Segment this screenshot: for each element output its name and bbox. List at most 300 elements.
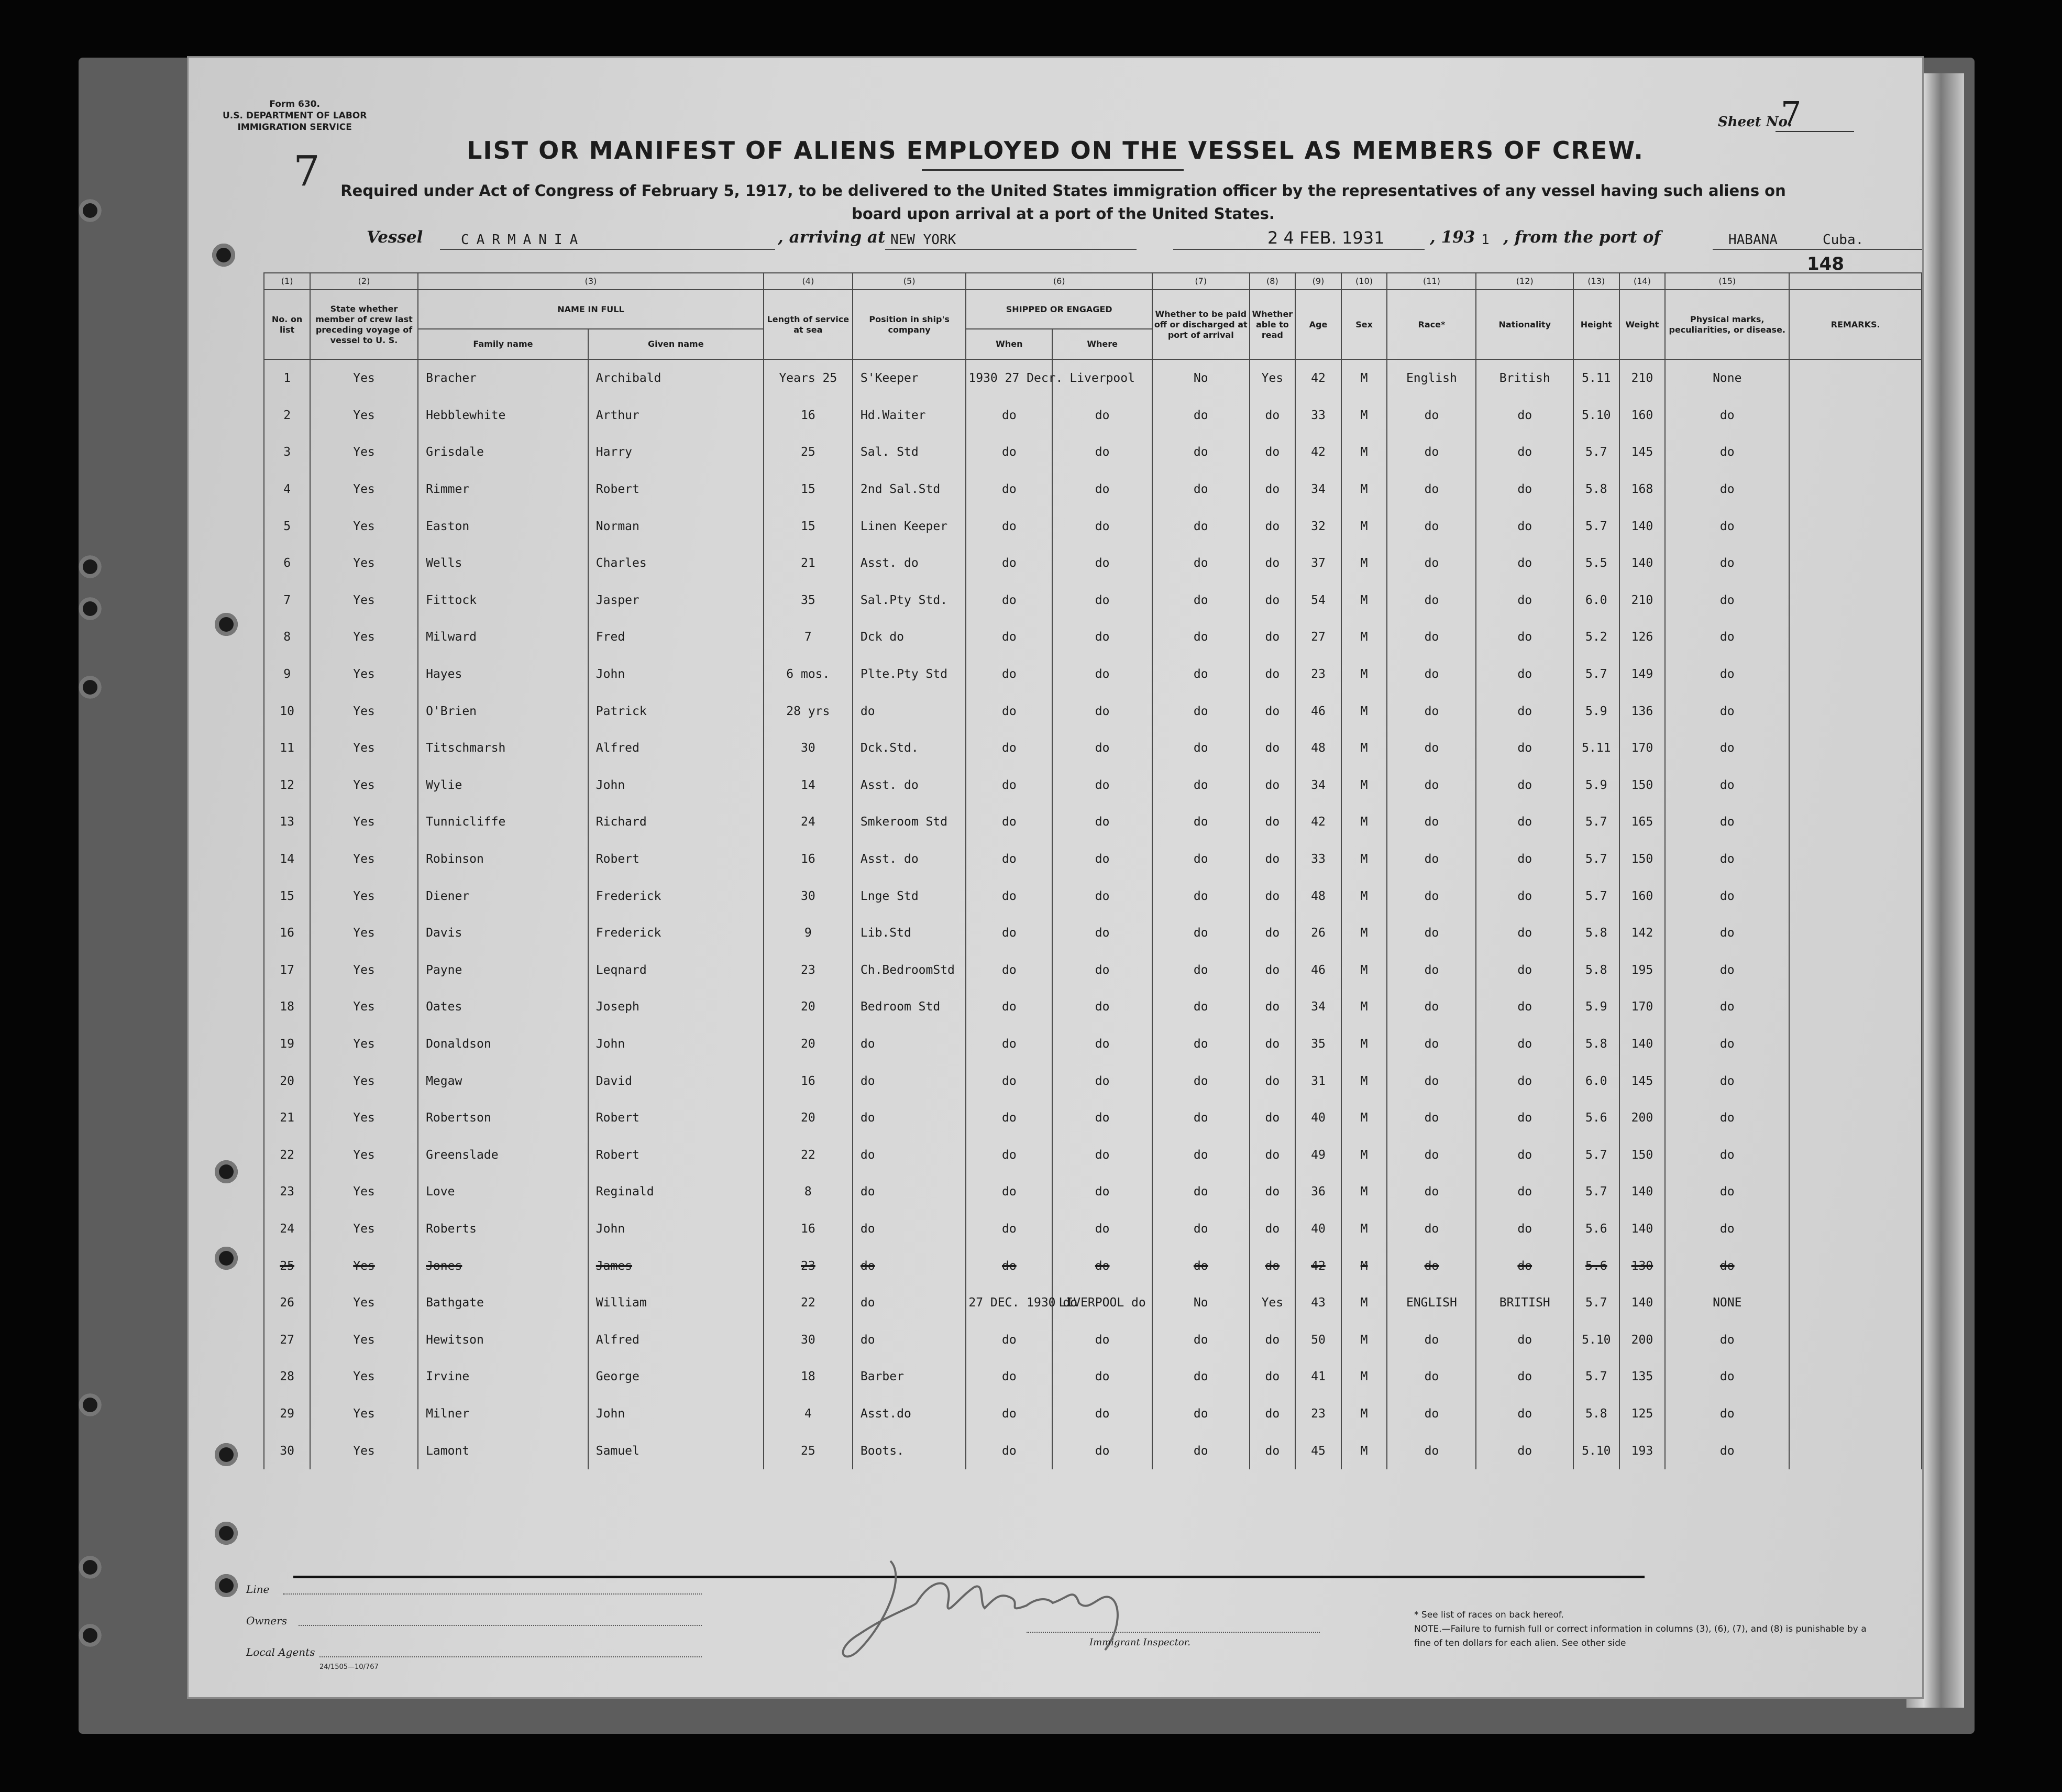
nationality-cell: do (1476, 952, 1573, 989)
weight-cell: 200 (1619, 1100, 1666, 1137)
position-cell: do (853, 1026, 966, 1063)
header-length-service: Length of service at sea (764, 290, 853, 359)
page-title: LIST OR MANIFEST OF ALIENS EMPLOYED ON THE VESSEL AS MEMBERS OF CREW. (467, 136, 1644, 164)
family-name-cell: Hewitson (418, 1321, 588, 1358)
weight-cell: 149 (1619, 656, 1666, 693)
age-cell: 48 (1295, 877, 1341, 915)
arriving-label: , arriving at (778, 228, 886, 247)
given-name-cell: Arthur (588, 397, 764, 434)
binder-hole (79, 1393, 102, 1416)
nationality-cell: do (1476, 1395, 1573, 1433)
member-cell: Yes (310, 471, 418, 508)
nationality-cell: do (1476, 1136, 1573, 1173)
sex-cell: M (1341, 841, 1387, 878)
height-cell: 6.0 (1573, 1062, 1619, 1100)
remarks-cell (1789, 1211, 1922, 1248)
position-cell: Linen Keeper (853, 508, 966, 545)
owners-rule (299, 1625, 702, 1626)
paid-off-cell: do (1152, 1136, 1250, 1173)
position-cell: Bedroom Std (853, 988, 966, 1026)
age-cell: 42 (1295, 804, 1341, 841)
position-cell: Sal. Std (853, 434, 966, 471)
able-read-cell: do (1250, 877, 1296, 915)
nationality-cell: do (1476, 1100, 1573, 1137)
where-cell: LIVERPOOL do (1052, 1284, 1152, 1322)
footnote (1414, 1608, 1875, 1651)
family-name-cell: Hayes (418, 656, 588, 693)
row-spacer (189, 1432, 264, 1469)
given-name-cell: George (588, 1358, 764, 1395)
physical-cell: do (1665, 1173, 1789, 1211)
able-read-cell: do (1250, 988, 1296, 1026)
weight-cell: 130 (1619, 1247, 1666, 1284)
member-cell: Yes (310, 1211, 418, 1248)
family-name-cell: Wells (418, 545, 588, 582)
table-row (189, 1395, 1922, 1433)
department-name: U.S. DEPARTMENT OF LABOR (223, 111, 367, 121)
paid-off-cell: do (1152, 952, 1250, 989)
table-row (189, 1247, 1922, 1284)
nationality-cell: do (1476, 841, 1573, 878)
position-cell: do (853, 692, 966, 730)
row-number: 11 (264, 730, 310, 767)
row-number: 3 (264, 434, 310, 471)
row-spacer (189, 582, 264, 619)
given-name-cell: David (588, 1062, 764, 1100)
header-weight: Weight (1619, 290, 1666, 359)
table-row (189, 804, 1922, 841)
service-cell: 7 (764, 619, 853, 656)
column-header-row (189, 290, 1922, 329)
member-cell: Yes (310, 692, 418, 730)
sex-cell: M (1341, 692, 1387, 730)
row-number: 4 (264, 471, 310, 508)
sex-cell: M (1341, 877, 1387, 915)
weight-cell: 210 (1619, 359, 1666, 397)
able-read-cell: do (1250, 1321, 1296, 1358)
from-port: HABANA (1728, 232, 1778, 248)
paid-off-cell: do (1152, 1100, 1250, 1137)
family-name-cell: Davis (418, 915, 588, 952)
where-cell: do (1052, 1321, 1152, 1358)
age-cell: 45 (1295, 1432, 1341, 1469)
able-read-cell: do (1250, 1100, 1296, 1137)
where-cell: Liverpool (1052, 359, 1152, 397)
remarks-cell (1789, 508, 1922, 545)
when-cell: do (966, 1432, 1052, 1469)
race-cell: do (1387, 619, 1476, 656)
able-read-cell: do (1250, 508, 1296, 545)
sex-cell: M (1341, 582, 1387, 619)
where-cell: do (1052, 1100, 1152, 1137)
able-read-cell: do (1250, 1062, 1296, 1100)
binder-hole (79, 1624, 102, 1647)
where-cell: do (1052, 1247, 1152, 1284)
physical-cell: do (1665, 619, 1789, 656)
position-cell: Asst. do (853, 767, 966, 804)
nationality-cell: do (1476, 545, 1573, 582)
header-where: Where (1052, 329, 1152, 359)
family-name-cell: Grisdale (418, 434, 588, 471)
page-code: 148 (1807, 254, 1844, 274)
when-cell: do (966, 434, 1052, 471)
sex-cell: M (1341, 915, 1387, 952)
col-num: (5) (853, 273, 966, 290)
physical-cell: do (1665, 1321, 1789, 1358)
service-cell: 25 (764, 1432, 853, 1469)
given-name-cell: Robert (588, 1136, 764, 1173)
col-num: (12) (1476, 273, 1573, 290)
sex-cell: M (1341, 1284, 1387, 1322)
position-cell: do (853, 1100, 966, 1137)
member-cell: Yes (310, 1432, 418, 1469)
age-cell: 40 (1295, 1211, 1341, 1248)
remarks-cell (1789, 1100, 1922, 1137)
height-cell: 5.7 (1573, 1358, 1619, 1395)
height-cell: 5.6 (1573, 1247, 1619, 1284)
race-cell: do (1387, 1136, 1476, 1173)
table-row (189, 1136, 1922, 1173)
nationality-cell: do (1476, 434, 1573, 471)
service-cell: 28 yrs (764, 692, 853, 730)
service-cell: 15 (764, 471, 853, 508)
col-num: (15) (1665, 273, 1789, 290)
row-spacer (189, 1173, 264, 1211)
physical-cell: do (1665, 1432, 1789, 1469)
header-height: Height (1573, 290, 1619, 359)
member-cell: Yes (310, 656, 418, 693)
table-row (189, 692, 1922, 730)
physical-cell: do (1665, 1211, 1789, 1248)
service-cell: 22 (764, 1136, 853, 1173)
given-name-cell: Fred (588, 619, 764, 656)
physical-cell: do (1665, 730, 1789, 767)
row-spacer (189, 767, 264, 804)
table-row (189, 434, 1922, 471)
given-name-cell: Archibald (588, 359, 764, 397)
physical-cell: do (1665, 692, 1789, 730)
member-cell: Yes (310, 359, 418, 397)
remarks-cell (1789, 952, 1922, 989)
weight-cell: 165 (1619, 804, 1666, 841)
age-cell: 37 (1295, 545, 1341, 582)
service-cell: 30 (764, 1321, 853, 1358)
able-read-cell: do (1250, 619, 1296, 656)
given-name-cell: Samuel (588, 1432, 764, 1469)
table-row (189, 730, 1922, 767)
when-cell: do (966, 1211, 1052, 1248)
where-cell: do (1052, 804, 1152, 841)
binder-hole (212, 244, 235, 267)
row-number: 10 (264, 692, 310, 730)
where-cell: do (1052, 1026, 1152, 1063)
paid-off-cell: do (1152, 656, 1250, 693)
date-stamp: 2 4 FEB. 1931 (1267, 228, 1385, 248)
where-cell: do (1052, 1136, 1152, 1173)
row-number: 30 (264, 1432, 310, 1469)
header-state-member: State whether member of crew last preceding voyage of vessel to U. S. (310, 290, 418, 359)
date-rule (1173, 249, 1425, 250)
remarks-cell (1789, 1247, 1922, 1284)
header-family-name: Family name (418, 329, 588, 359)
weight-cell: 168 (1619, 471, 1666, 508)
race-cell: do (1387, 1432, 1476, 1469)
sex-cell: M (1341, 619, 1387, 656)
family-name-cell: Lamont (418, 1432, 588, 1469)
year-suffix: 1 (1481, 232, 1490, 248)
race-cell: do (1387, 730, 1476, 767)
row-spacer (189, 804, 264, 841)
race-cell: do (1387, 434, 1476, 471)
nationality-cell: do (1476, 767, 1573, 804)
able-read-cell: do (1250, 434, 1296, 471)
table-row (189, 1358, 1922, 1395)
sheet-number-rule (1776, 131, 1854, 132)
arriving-rule (885, 249, 1137, 250)
height-cell: 5.7 (1573, 1173, 1619, 1211)
service-cell: 20 (764, 1100, 853, 1137)
row-number: 14 (264, 841, 310, 878)
weight-cell: 193 (1619, 1432, 1666, 1469)
where-cell: do (1052, 692, 1152, 730)
sex-cell: M (1341, 767, 1387, 804)
where-cell: do (1052, 1432, 1152, 1469)
table-row (189, 359, 1922, 397)
arriving-port: NEW YORK (890, 232, 956, 248)
member-cell: Yes (310, 1321, 418, 1358)
family-name-cell: Diener (418, 877, 588, 915)
row-number: 21 (264, 1100, 310, 1137)
table-row (189, 915, 1922, 952)
row-spacer (189, 877, 264, 915)
header-race: Race* (1387, 290, 1476, 359)
age-cell: 33 (1295, 841, 1341, 878)
table-row (189, 1211, 1922, 1248)
physical-cell: do (1665, 471, 1789, 508)
position-cell: Smkeroom Std (853, 804, 966, 841)
row-spacer (189, 397, 264, 434)
paid-off-cell: do (1152, 545, 1250, 582)
age-cell: 23 (1295, 656, 1341, 693)
binder-hole (215, 1574, 238, 1597)
sex-cell: M (1341, 1432, 1387, 1469)
position-cell: Dck do (853, 619, 966, 656)
header-spacer (189, 273, 264, 290)
paid-off-cell: do (1152, 397, 1250, 434)
nationality-cell: do (1476, 1062, 1573, 1100)
able-read-cell: do (1250, 1432, 1296, 1469)
weight-cell: 150 (1619, 767, 1666, 804)
row-spacer (189, 841, 264, 878)
race-cell: do (1387, 1358, 1476, 1395)
height-cell: 5.7 (1573, 804, 1619, 841)
able-read-cell: do (1250, 1026, 1296, 1063)
member-cell: Yes (310, 619, 418, 656)
age-cell: 49 (1295, 1136, 1341, 1173)
given-name-cell: Frederick (588, 877, 764, 915)
family-name-cell: Jones (418, 1247, 588, 1284)
member-cell: Yes (310, 1247, 418, 1284)
age-cell: 34 (1295, 767, 1341, 804)
position-cell: do (853, 1136, 966, 1173)
member-cell: Yes (310, 1026, 418, 1063)
height-cell: 5.7 (1573, 1284, 1619, 1322)
family-name-cell: Robinson (418, 841, 588, 878)
vessel-name: CARMANIA (461, 232, 586, 248)
table-row (189, 1321, 1922, 1358)
header-nationality: Nationality (1476, 290, 1573, 359)
physical-cell: do (1665, 508, 1789, 545)
paid-off-cell: do (1152, 434, 1250, 471)
age-cell: 42 (1295, 1247, 1341, 1284)
given-name-cell: Robert (588, 1100, 764, 1137)
remarks-cell (1789, 619, 1922, 656)
able-read-cell: do (1250, 804, 1296, 841)
sex-cell: M (1341, 359, 1387, 397)
paid-off-cell: do (1152, 915, 1250, 952)
row-number: 7 (264, 582, 310, 619)
row-spacer (189, 1321, 264, 1358)
race-cell: do (1387, 841, 1476, 878)
age-cell: 36 (1295, 1173, 1341, 1211)
age-cell: 50 (1295, 1321, 1341, 1358)
paid-off-cell: do (1152, 1432, 1250, 1469)
table-row (189, 767, 1922, 804)
when-cell: do (966, 692, 1052, 730)
binder-hole (79, 1556, 102, 1579)
position-cell: Asst. do (853, 841, 966, 878)
family-name-cell: Irvine (418, 1358, 588, 1395)
member-cell: Yes (310, 434, 418, 471)
table-row (189, 508, 1922, 545)
remarks-cell (1789, 1173, 1922, 1211)
weight-cell: 140 (1619, 508, 1666, 545)
row-number: 15 (264, 877, 310, 915)
margin-number: 7 (293, 147, 320, 195)
height-cell: 5.9 (1573, 692, 1619, 730)
member-cell: Yes (310, 545, 418, 582)
header-age: Age (1295, 290, 1341, 359)
col-num: (4) (764, 273, 853, 290)
header-given-name: Given name (588, 329, 764, 359)
physical-cell: do (1665, 1395, 1789, 1433)
weight-cell: 125 (1619, 1395, 1666, 1433)
remarks-cell (1789, 397, 1922, 434)
service-cell: 24 (764, 804, 853, 841)
race-cell: do (1387, 1100, 1476, 1137)
nationality-cell: do (1476, 582, 1573, 619)
sex-cell: M (1341, 397, 1387, 434)
when-cell: do (966, 471, 1052, 508)
service-cell: 4 (764, 1395, 853, 1433)
service-cell: 23 (764, 952, 853, 989)
age-cell: 27 (1295, 619, 1341, 656)
weight-cell: 160 (1619, 877, 1666, 915)
binder-hole (215, 1522, 238, 1545)
binder-hole (79, 199, 102, 222)
weight-cell: 140 (1619, 1211, 1666, 1248)
physical-cell: do (1665, 988, 1789, 1026)
height-cell: 5.10 (1573, 397, 1619, 434)
where-cell: do (1052, 1173, 1152, 1211)
remarks-cell (1789, 1321, 1922, 1358)
physical-cell: do (1665, 877, 1789, 915)
from-label: , from the port of (1503, 228, 1661, 247)
family-name-cell: Milner (418, 1395, 588, 1433)
paid-off-cell: do (1152, 1321, 1250, 1358)
sheet-label: Sheet No. (1718, 114, 1792, 130)
paid-off-cell: do (1152, 471, 1250, 508)
table-row (189, 1173, 1922, 1211)
physical-cell: do (1665, 1358, 1789, 1395)
member-cell: Yes (310, 877, 418, 915)
able-read-cell: do (1250, 1136, 1296, 1173)
row-spacer (189, 1284, 264, 1322)
race-cell: do (1387, 952, 1476, 989)
where-cell: do (1052, 619, 1152, 656)
remarks-cell (1789, 1284, 1922, 1322)
physical-cell: None (1665, 359, 1789, 397)
paid-off-cell: do (1152, 988, 1250, 1026)
position-cell: Lib.Std (853, 915, 966, 952)
when-cell: do (966, 1026, 1052, 1063)
remarks-cell (1789, 434, 1922, 471)
height-cell: 5.11 (1573, 730, 1619, 767)
weight-cell: 126 (1619, 619, 1666, 656)
sex-cell: M (1341, 434, 1387, 471)
nationality-cell: do (1476, 692, 1573, 730)
remarks-cell (1789, 692, 1922, 730)
age-cell: 26 (1295, 915, 1341, 952)
able-read-cell: do (1250, 692, 1296, 730)
family-name-cell: Wylie (418, 767, 588, 804)
family-name-cell: Bracher (418, 359, 588, 397)
col-num: (2) (310, 273, 418, 290)
paid-off-cell: do (1152, 841, 1250, 878)
service-cell: 8 (764, 1173, 853, 1211)
given-name-cell: Charles (588, 545, 764, 582)
header-spacer (189, 290, 264, 359)
nationality-cell: do (1476, 1321, 1573, 1358)
member-cell: Yes (310, 730, 418, 767)
position-cell: 2nd Sal.Std (853, 471, 966, 508)
height-cell: 5.7 (1573, 434, 1619, 471)
able-read-cell: do (1250, 952, 1296, 989)
able-read-cell: do (1250, 545, 1296, 582)
when-cell: do (966, 582, 1052, 619)
row-number: 5 (264, 508, 310, 545)
form-info (223, 98, 367, 133)
row-number: 8 (264, 619, 310, 656)
row-spacer (189, 471, 264, 508)
row-number: 13 (264, 804, 310, 841)
remarks-cell (1789, 656, 1922, 693)
header-remarks: REMARKS. (1789, 290, 1922, 359)
member-cell: Yes (310, 841, 418, 878)
position-cell: Asst.do (853, 1395, 966, 1433)
inspector-rule (1027, 1632, 1320, 1633)
remarks-cell (1789, 1358, 1922, 1395)
when-cell: do (966, 656, 1052, 693)
where-cell: do (1052, 1358, 1152, 1395)
weight-cell: 140 (1619, 1173, 1666, 1211)
weight-cell: 136 (1619, 692, 1666, 730)
given-name-cell: Leqnard (588, 952, 764, 989)
row-spacer (189, 952, 264, 989)
weight-cell: 140 (1619, 545, 1666, 582)
position-cell: Sal.Pty Std. (853, 582, 966, 619)
nationality-cell: do (1476, 1026, 1573, 1063)
